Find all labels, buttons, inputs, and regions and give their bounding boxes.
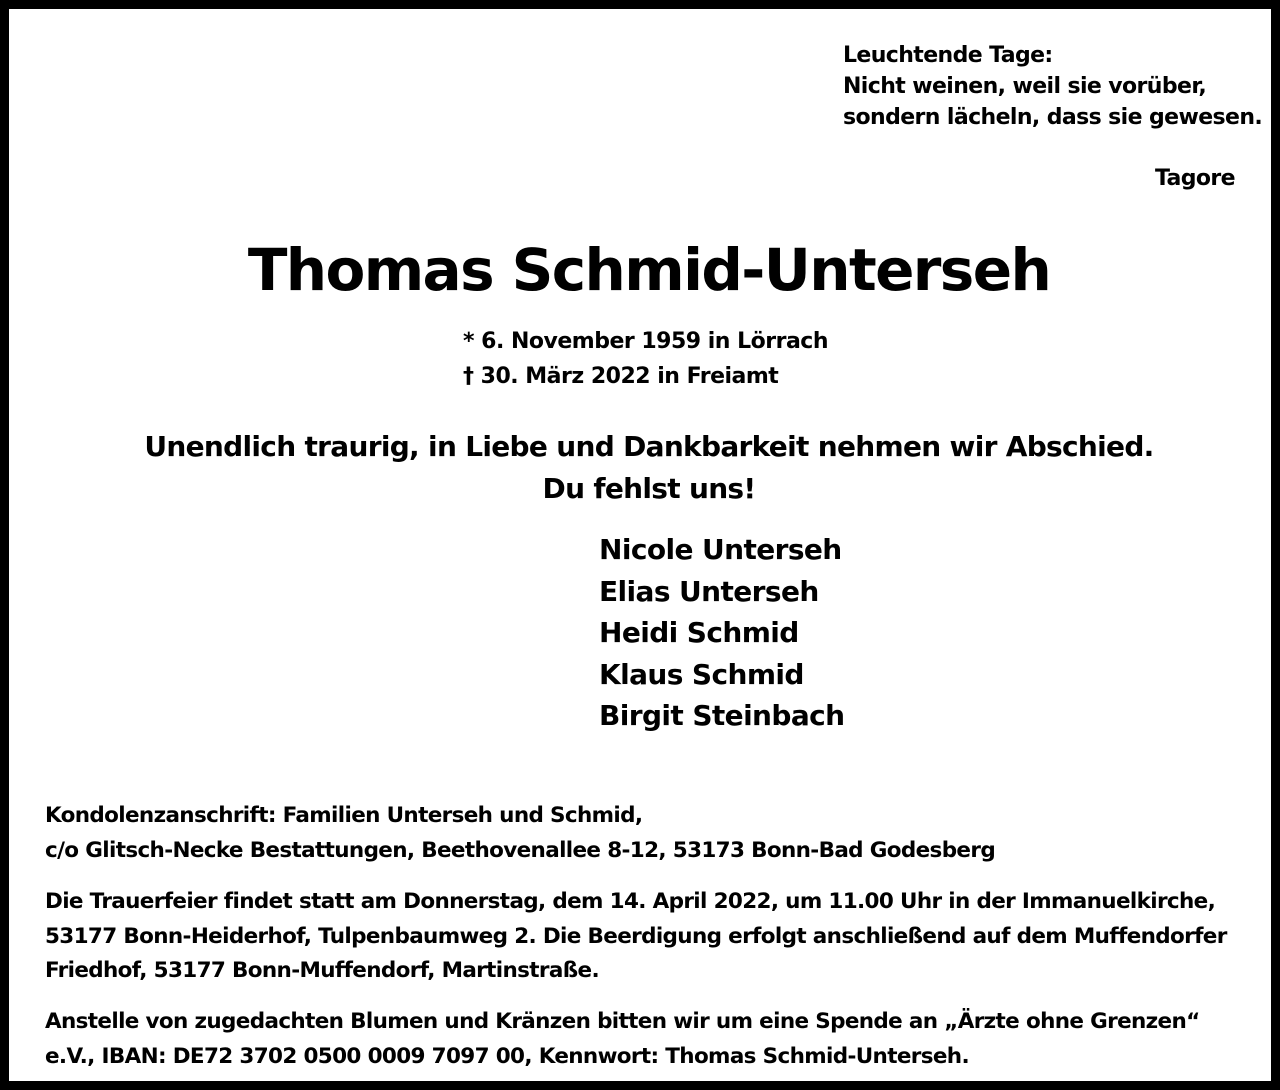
donation-line: Anstelle von zugedachten Blumen und Kränzen bitten wir um eine Spende an „Ärzte ohne Grenzen“ (45, 1009, 1200, 1034)
donation-line: e.V., IBAN: DE72 3702 0500 0009 7097 00, Kennwort: Thomas Schmid-Unterseh. (45, 1043, 969, 1069)
mourners-list (599, 529, 844, 737)
mourner-name: Elias Unterseh (599, 574, 819, 608)
quote-author: Tagore (1154, 166, 1235, 191)
quote-line: Leuchtende Tage: (843, 43, 1053, 68)
birth-date: * 6. November 1959 in Lörrach (463, 329, 829, 354)
farewell-line: Du fehlst uns! (542, 472, 756, 505)
quote-line: Nicht weinen, weil sie vorüber, (843, 74, 1207, 99)
donation-request (45, 1005, 1257, 1074)
funeral-line: Friedhof, 53177 Bonn-Muffendorf, Martinstraße. (45, 958, 599, 983)
farewell-line: Unendlich traurig, in Liebe und Dankbarkeit nehmen wir Abschied. (144, 430, 1154, 463)
quote-line: sondern lächeln, dass sie gewesen. (843, 105, 1263, 130)
death-date: † 30. März 2022 in Freiamt (463, 364, 779, 389)
funeral-details (45, 885, 1257, 989)
condolence-address (45, 799, 1257, 868)
condolence-line: c/o Glitsch-Necke Bestattungen, Beethovenallee 8-12, 53173 Bonn-Bad Godesberg (45, 837, 996, 863)
mourner-name: Birgit Steinbach (599, 699, 845, 732)
mourner-name: Klaus Schmid (599, 657, 804, 691)
funeral-line: 53177 Bonn-Heiderhof, Tulpenbaumweg 2. Die Beerdigung erfolgt anschließend auf dem Muffendorfer (45, 923, 1227, 949)
deceased-name: Thomas Schmid-Unterseh (247, 236, 1051, 304)
funeral-line: Die Trauerfeier findet statt am Donnerstag, dem 14. April 2022, um 11.00 Uhr in der Immanuelkirche, (45, 889, 1216, 914)
farewell-message (9, 426, 1280, 510)
mourner-name: Heidi Schmid (599, 616, 799, 649)
epigraph-quote (843, 40, 1262, 133)
mourner-name: Nicole Unterseh (599, 533, 842, 566)
condolence-line: Kondolenzanschrift: Familien Unterseh und Schmid, (45, 803, 643, 828)
life-dates (463, 324, 828, 394)
